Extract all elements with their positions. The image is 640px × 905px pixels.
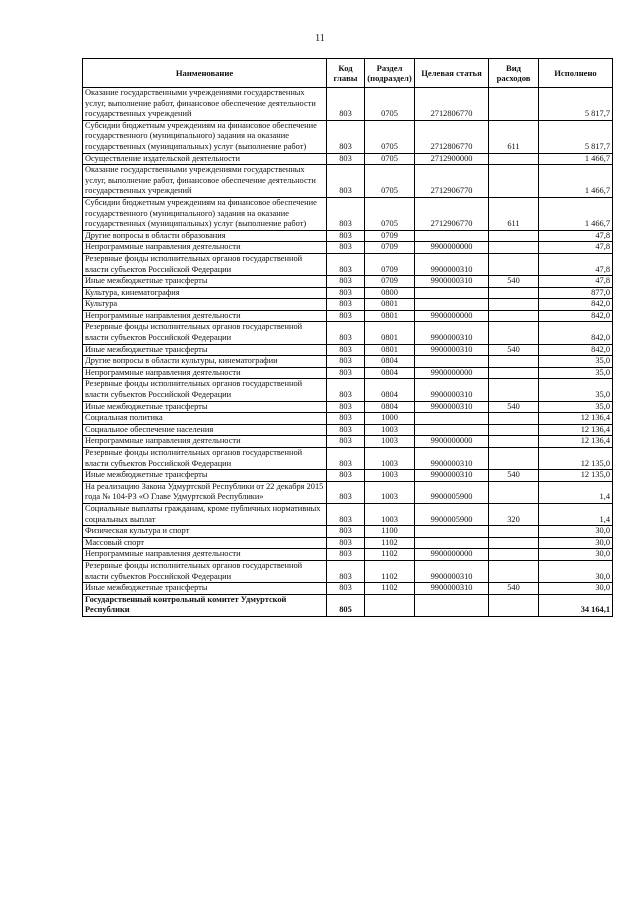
row-code: 803 xyxy=(327,299,365,311)
table-row xyxy=(83,165,613,198)
table-row xyxy=(83,322,613,344)
row-type: 540 xyxy=(489,583,539,595)
table-row xyxy=(83,503,613,525)
row-code: 803 xyxy=(327,356,365,368)
row-target: 2712906770 xyxy=(415,165,489,198)
row-target xyxy=(415,356,489,368)
row-name: Оказание государственными учреждениями государственных услуг, выполнение работ, финансовое обеспечение деятельности государственных учреждений xyxy=(83,165,327,198)
row-section: 1003 xyxy=(365,436,415,448)
row-type: 540 xyxy=(489,470,539,482)
header-target: Целевая статья xyxy=(415,59,489,88)
row-section xyxy=(365,594,415,616)
row-executed: 842,0 xyxy=(539,310,613,322)
row-type xyxy=(489,287,539,299)
row-section: 1003 xyxy=(365,424,415,436)
row-code: 803 xyxy=(327,367,365,379)
row-name: Другие вопросы в области образования xyxy=(83,230,327,242)
row-code: 803 xyxy=(327,276,365,288)
row-section: 0804 xyxy=(365,367,415,379)
header-section: Раздел (подраздел) xyxy=(365,59,415,88)
row-target xyxy=(415,299,489,311)
row-name: Осуществление издательской деятельности xyxy=(83,153,327,165)
table-row xyxy=(83,379,613,401)
header-type: Вид расходов xyxy=(489,59,539,88)
table-row xyxy=(83,197,613,230)
row-code: 803 xyxy=(327,253,365,275)
row-name: Резервные фонды исполнительных органов государственной власти субъектов Российской Федерации xyxy=(83,448,327,470)
row-code: 803 xyxy=(327,88,365,121)
row-section: 0801 xyxy=(365,310,415,322)
row-target: 2712806770 xyxy=(415,120,489,153)
row-name: На реализацию Закона Удмуртской Республики от 22 декабря 2015 года № 104-РЗ «О Главе Удмуртской Республики» xyxy=(83,481,327,503)
row-type: 540 xyxy=(489,276,539,288)
row-target xyxy=(415,230,489,242)
row-code: 803 xyxy=(327,537,365,549)
row-section: 0709 xyxy=(365,230,415,242)
row-type xyxy=(489,549,539,561)
header-row xyxy=(83,59,613,88)
row-code: 803 xyxy=(327,197,365,230)
row-section: 1000 xyxy=(365,413,415,425)
row-type: 611 xyxy=(489,120,539,153)
row-type xyxy=(489,560,539,582)
row-section: 0801 xyxy=(365,344,415,356)
row-name: Другие вопросы в области культуры, кинематографии xyxy=(83,356,327,368)
row-name: Массовый спорт xyxy=(83,537,327,549)
row-section: 1003 xyxy=(365,503,415,525)
row-type xyxy=(489,322,539,344)
row-executed: 842,0 xyxy=(539,299,613,311)
row-code: 805 xyxy=(327,594,365,616)
row-section: 0804 xyxy=(365,356,415,368)
row-name: Резервные фонды исполнительных органов государственной власти субъектов Российской Федерации xyxy=(83,253,327,275)
row-type: 320 xyxy=(489,503,539,525)
row-name: Резервные фонды исполнительных органов государственной власти субъектов Российской Федерации xyxy=(83,379,327,401)
row-executed: 47,8 xyxy=(539,242,613,254)
row-section: 0705 xyxy=(365,120,415,153)
row-executed: 35,0 xyxy=(539,401,613,413)
header-name: Наименование xyxy=(83,59,327,88)
row-target: 9900000310 xyxy=(415,276,489,288)
row-target xyxy=(415,537,489,549)
table-row xyxy=(83,253,613,275)
row-code: 803 xyxy=(327,344,365,356)
row-target: 9900005900 xyxy=(415,503,489,525)
row-section: 0709 xyxy=(365,242,415,254)
row-code: 803 xyxy=(327,120,365,153)
row-executed: 35,0 xyxy=(539,356,613,368)
row-section: 0705 xyxy=(365,153,415,165)
table-row xyxy=(83,424,613,436)
row-executed: 35,0 xyxy=(539,367,613,379)
table-row xyxy=(83,401,613,413)
table-row xyxy=(83,560,613,582)
row-target xyxy=(415,424,489,436)
row-section: 0705 xyxy=(365,88,415,121)
row-target xyxy=(415,526,489,538)
row-target: 9900000000 xyxy=(415,549,489,561)
row-target: 2712806770 xyxy=(415,88,489,121)
row-code: 803 xyxy=(327,560,365,582)
row-code: 803 xyxy=(327,448,365,470)
row-type xyxy=(489,299,539,311)
row-executed: 30,0 xyxy=(539,560,613,582)
row-section: 0801 xyxy=(365,322,415,344)
table-row xyxy=(83,413,613,425)
row-type xyxy=(489,526,539,538)
row-name: Непрограммные направления деятельности xyxy=(83,242,327,254)
header-code: Код главы xyxy=(327,59,365,88)
row-code: 803 xyxy=(327,401,365,413)
row-name: Непрограммные направления деятельности xyxy=(83,310,327,322)
row-type xyxy=(489,153,539,165)
table-row xyxy=(83,242,613,254)
row-target: 9900000310 xyxy=(415,401,489,413)
row-name: Непрограммные направления деятельности xyxy=(83,367,327,379)
row-name: Субсидии бюджетным учреждениям на финансовое обеспечение государственного (муниципального) задания на оказание государственных (муниципальных) услуг (выполнение работ) xyxy=(83,197,327,230)
row-type xyxy=(489,448,539,470)
row-type xyxy=(489,413,539,425)
row-type xyxy=(489,537,539,549)
row-type xyxy=(489,310,539,322)
row-executed: 1 466,7 xyxy=(539,165,613,198)
row-executed: 47,8 xyxy=(539,253,613,275)
budget-table xyxy=(82,58,613,617)
row-code: 803 xyxy=(327,287,365,299)
row-code: 803 xyxy=(327,153,365,165)
table-row xyxy=(83,344,613,356)
row-code: 803 xyxy=(327,526,365,538)
row-name: Оказание государственными учреждениями государственных услуг, выполнение работ, финансовое обеспечение деятельности государственных учреждений xyxy=(83,88,327,121)
row-target xyxy=(415,413,489,425)
row-type xyxy=(489,367,539,379)
row-executed: 1,4 xyxy=(539,503,613,525)
row-section: 1003 xyxy=(365,448,415,470)
row-section: 0705 xyxy=(365,197,415,230)
table-row xyxy=(83,120,613,153)
row-type: 611 xyxy=(489,197,539,230)
row-code: 803 xyxy=(327,424,365,436)
row-name: Физическая культура и спорт xyxy=(83,526,327,538)
row-name: Культура xyxy=(83,299,327,311)
row-executed: 12 135,0 xyxy=(539,470,613,482)
page-number: 11 xyxy=(315,33,325,44)
row-name: Непрограммные направления деятельности xyxy=(83,436,327,448)
row-name: Субсидии бюджетным учреждениям на финансовое обеспечение государственного (муниципального) задания на оказание государственных (муниципальных) услуг (выполнение работ) xyxy=(83,120,327,153)
row-target: 9900000310 xyxy=(415,560,489,582)
header-executed: Исполнено xyxy=(539,59,613,88)
row-code: 803 xyxy=(327,481,365,503)
row-executed: 1 466,7 xyxy=(539,153,613,165)
row-code: 803 xyxy=(327,230,365,242)
row-name: Социальная политика xyxy=(83,413,327,425)
table-row xyxy=(83,88,613,121)
row-section: 0705 xyxy=(365,165,415,198)
row-target: 9900005900 xyxy=(415,481,489,503)
row-executed: 34 164,1 xyxy=(539,594,613,616)
row-executed: 47,8 xyxy=(539,230,613,242)
row-code: 803 xyxy=(327,549,365,561)
row-type xyxy=(489,594,539,616)
row-executed: 30,0 xyxy=(539,583,613,595)
row-code: 803 xyxy=(327,436,365,448)
row-executed: 877,0 xyxy=(539,287,613,299)
row-code: 803 xyxy=(327,413,365,425)
row-target: 9900000310 xyxy=(415,322,489,344)
row-executed: 12 136,4 xyxy=(539,436,613,448)
row-section: 1003 xyxy=(365,470,415,482)
row-section: 0709 xyxy=(365,276,415,288)
row-section: 1102 xyxy=(365,537,415,549)
row-section: 0804 xyxy=(365,379,415,401)
table-row xyxy=(83,436,613,448)
row-target: 9900000310 xyxy=(415,253,489,275)
row-code: 803 xyxy=(327,470,365,482)
row-name: Иные межбюджетные трансферты xyxy=(83,344,327,356)
row-target xyxy=(415,287,489,299)
row-executed: 30,0 xyxy=(539,549,613,561)
table-row xyxy=(83,287,613,299)
row-code: 803 xyxy=(327,310,365,322)
row-target: 9900000000 xyxy=(415,242,489,254)
row-executed: 842,0 xyxy=(539,322,613,344)
row-executed: 1 466,7 xyxy=(539,197,613,230)
row-section: 1100 xyxy=(365,526,415,538)
table-row xyxy=(83,153,613,165)
row-type xyxy=(489,230,539,242)
row-section: 1003 xyxy=(365,481,415,503)
row-executed: 12 135,0 xyxy=(539,448,613,470)
row-name: Иные межбюджетные трансферты xyxy=(83,401,327,413)
table-row xyxy=(83,310,613,322)
row-code: 803 xyxy=(327,322,365,344)
row-name: Государственный контрольный комитет Удмуртской Республики xyxy=(83,594,327,616)
row-name: Иные межбюджетные трансферты xyxy=(83,276,327,288)
row-target xyxy=(415,594,489,616)
row-type: 540 xyxy=(489,401,539,413)
row-name: Иные межбюджетные трансферты xyxy=(83,583,327,595)
row-section: 0800 xyxy=(365,287,415,299)
row-type xyxy=(489,481,539,503)
table-row xyxy=(83,470,613,482)
row-type xyxy=(489,88,539,121)
row-section: 0801 xyxy=(365,299,415,311)
row-executed: 30,0 xyxy=(539,526,613,538)
row-executed: 30,0 xyxy=(539,537,613,549)
table-row xyxy=(83,537,613,549)
table-row xyxy=(83,367,613,379)
row-executed: 47,8 xyxy=(539,276,613,288)
row-target: 9900000000 xyxy=(415,367,489,379)
row-code: 803 xyxy=(327,379,365,401)
row-type xyxy=(489,424,539,436)
row-target: 2712906770 xyxy=(415,197,489,230)
table-row xyxy=(83,594,613,616)
row-target: 9900000310 xyxy=(415,470,489,482)
table-row xyxy=(83,299,613,311)
table-row xyxy=(83,583,613,595)
row-name: Иные межбюджетные трансферты xyxy=(83,470,327,482)
row-name: Непрограммные направления деятельности xyxy=(83,549,327,561)
table-row xyxy=(83,356,613,368)
row-target: 9900000310 xyxy=(415,379,489,401)
row-type xyxy=(489,356,539,368)
row-executed: 5 817,7 xyxy=(539,88,613,121)
row-name: Резервные фонды исполнительных органов государственной власти субъектов Российской Федерации xyxy=(83,322,327,344)
table-row xyxy=(83,230,613,242)
row-section: 1102 xyxy=(365,560,415,582)
row-type: 540 xyxy=(489,344,539,356)
row-executed: 12 136,4 xyxy=(539,413,613,425)
row-code: 803 xyxy=(327,165,365,198)
row-type xyxy=(489,165,539,198)
row-section: 1102 xyxy=(365,549,415,561)
row-code: 803 xyxy=(327,503,365,525)
table-row xyxy=(83,448,613,470)
row-executed: 1,4 xyxy=(539,481,613,503)
row-type xyxy=(489,436,539,448)
row-target: 9900000000 xyxy=(415,310,489,322)
row-section: 0709 xyxy=(365,253,415,275)
table-row xyxy=(83,549,613,561)
table-row xyxy=(83,526,613,538)
row-target: 9900000000 xyxy=(415,436,489,448)
row-target: 9900000310 xyxy=(415,583,489,595)
row-code: 803 xyxy=(327,583,365,595)
row-target: 9900000310 xyxy=(415,448,489,470)
row-type xyxy=(489,379,539,401)
table-row xyxy=(83,276,613,288)
row-name: Резервные фонды исполнительных органов государственной власти субъектов Российской Федерации xyxy=(83,560,327,582)
row-executed: 12 136,4 xyxy=(539,424,613,436)
row-code: 803 xyxy=(327,242,365,254)
row-executed: 5 817,7 xyxy=(539,120,613,153)
row-target: 2712900000 xyxy=(415,153,489,165)
row-type xyxy=(489,242,539,254)
row-executed: 35,0 xyxy=(539,379,613,401)
row-type xyxy=(489,253,539,275)
row-target: 9900000310 xyxy=(415,344,489,356)
row-name: Культура, кинематография xyxy=(83,287,327,299)
row-name: Социальные выплаты гражданам, кроме публичных нормативных социальных выплат xyxy=(83,503,327,525)
row-executed: 842,0 xyxy=(539,344,613,356)
row-section: 1102 xyxy=(365,583,415,595)
row-name: Социальное обеспечение населения xyxy=(83,424,327,436)
table-row xyxy=(83,481,613,503)
row-section: 0804 xyxy=(365,401,415,413)
